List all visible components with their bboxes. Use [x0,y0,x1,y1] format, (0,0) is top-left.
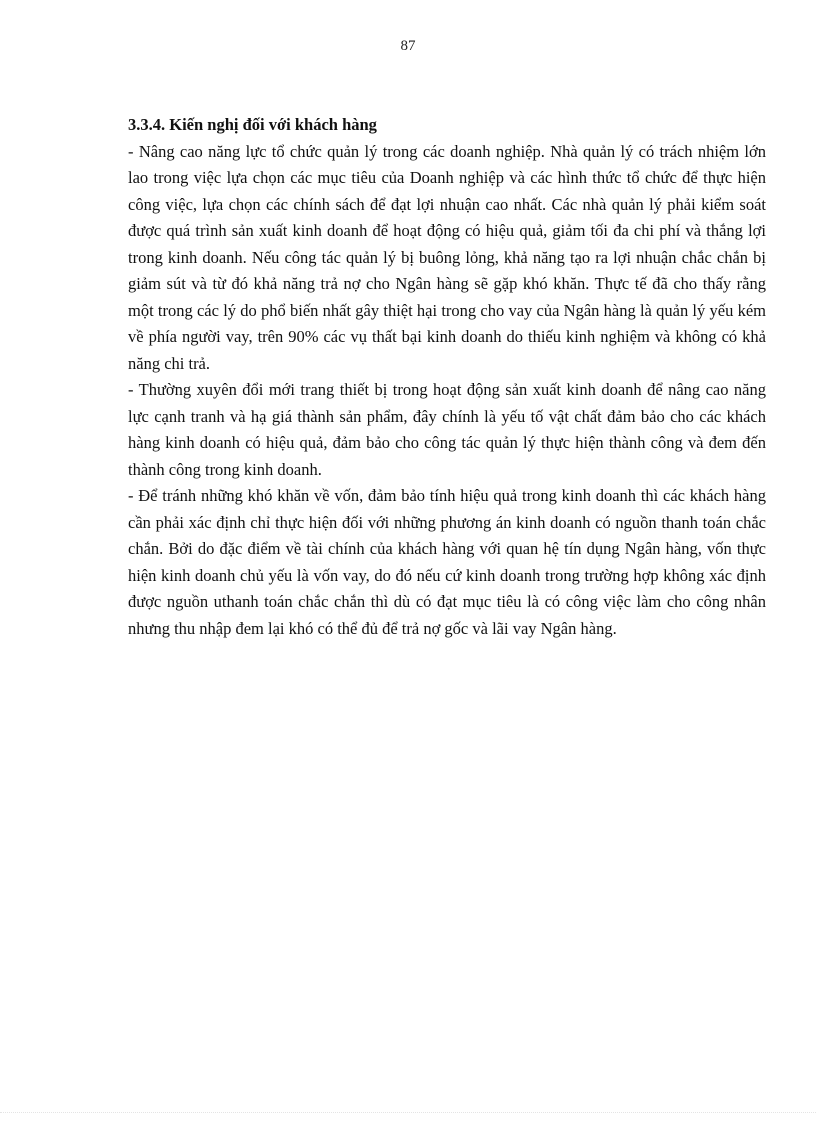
section-heading: 3.3.4. Kiến nghị đối với khách hàng [128,115,377,134]
page-bottom-divider [0,1112,816,1113]
paragraph-management: - Nâng cao năng lực tổ chức quản lý trong các doanh nghiệp. Nhà quản lý có trách nhiệm lớn lao trong việc lựa chọn các mục tiêu của Doanh nghiệp và các hình thức tổ chức để thực hiện công việc, lựa chọn các chính sách để đạt lợi nhuận cao nhất. Các nhà quản lý phải kiểm soát được quá trình sản xuất kinh doanh để hoạt động có hiệu quả, giảm tối đa chi phí và thắng lợi trong kinh doanh. Nếu công tác quản lý bị buông lỏng, khả năng tạo ra lợi nhuận chắc chắn bị giảm sút và từ đó khả năng trả nợ cho Ngân hàng sẽ gặp khó khăn. Thực tế đã cho thấy rằng một trong các lý do phổ biến nhất gây thiệt hại trong cho vay của Ngân hàng là quản lý yếu kém về phía người vay, trên 90% các vụ thất bại kinh doanh do thiếu kinh nghiệm và không có khả năng chi trả. [128,141,766,373]
page-number: 87 [400,38,416,54]
paragraph-capital: - Để tránh những khó khăn về vốn, đảm bảo tính hiệu quả trong kinh doanh thì các khách hàng cần phải xác định chỉ thực hiện đối với những phương án kinh doanh có nguồn thanh toán chắc chắn. Bởi do đặc điểm về tài chính của khách hàng với quan hệ tín dụng Ngân hàng, vốn thực hiện kinh doanh chủ yếu là vốn vay, do đó nếu cứ kinh doanh trong trường hợp không xác định được nguồn uthanh toán chắc chắn thì dù có đạt mục tiêu là có công việc làm cho công nhân nhưng thu nhập đem lại khó có thể đủ để trả nợ gốc và lãi vay Ngân hàng. [128,486,766,638]
paragraph-equipment: - Thường xuyên đổi mới trang thiết bị trong hoạt động sản xuất kinh doanh để nâng cao năng lực cạnh tranh và hạ giá thành sản phẩm, đây chính là yếu tố vật chất đảm bảo cho các khách hàng kinh doanh có hiệu quả, đảm bảo cho công tác quản lý thực hiện thành công và đem đến thành công trong kinh doanh. [128,380,766,479]
document-body [128,112,766,642]
